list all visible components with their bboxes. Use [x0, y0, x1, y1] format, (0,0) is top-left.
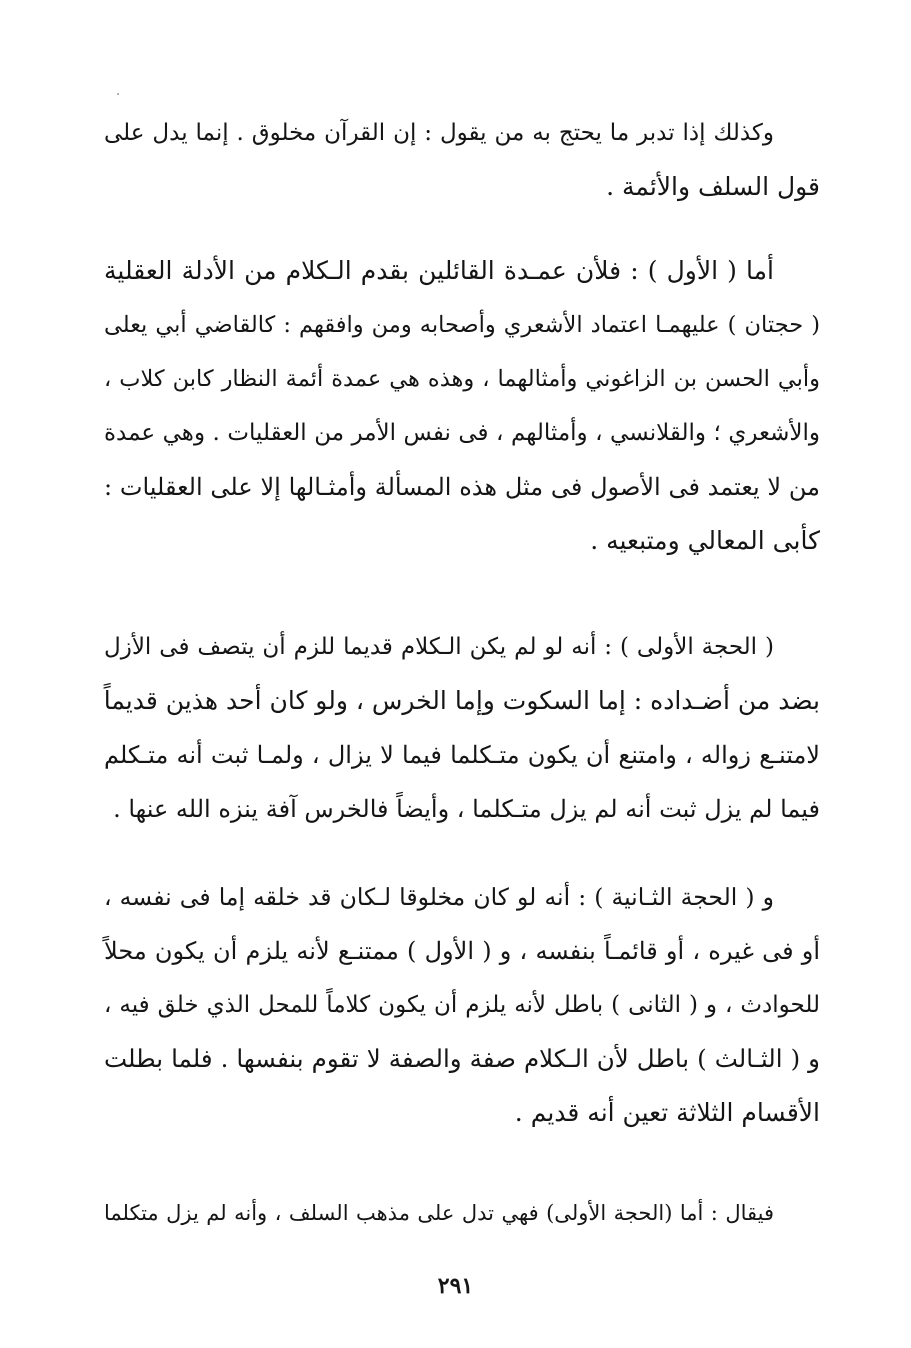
text-line: والأشعري ؛ والقلانسي ، وأمثالهم ، فى نفس الأمر من العقليات . وهي عمدة	[104, 420, 820, 446]
text-line: كأبى المعالي ومتبعيه .	[590, 526, 820, 555]
text-line: الأقسام الثلاثة تعين أنه قديم .	[514, 1098, 820, 1127]
text-line: للحوادث ، و ( الثانى ) باطل لأنه يلزم أن يكون كلاماً للمحل الذي خلق فيه ،	[104, 992, 820, 1018]
paragraph-4	[104, 870, 820, 1140]
scan-speck	[117, 93, 119, 95]
paragraph-3	[104, 620, 820, 836]
text-line: أو فى غيره ، أو قائمـاً بنفسه ، و ( الأول ) ممتنـع لأنه يلزم أن يكون محلاً	[104, 937, 820, 965]
text-line: وأبي الحسن بن الزاغوني وأمثالهما ، وهذه هي عمدة أئمة النظار كابن كلاب ،	[104, 366, 820, 392]
text-line: فيما لم يزل ثبت أنه لم يزل متـكلما ، وأيضاً فالخرس آفة ينزه الله عنها .	[113, 795, 820, 823]
text-line: و ( الثـالث ) باطل لأن الـكلام صفة والصفة لا تقوم بنفسها . فلما بطلت	[104, 1044, 820, 1073]
text-line: ( الحجة الأولى ) : أنه لو لم يكن الـكلام قديما للزم أن يتصف فى الأزل	[104, 634, 774, 660]
text-line: لامتنـع زواله ، وامتنع أن يكون متـكلما فيما لا يزال ، ولمـا ثبت أنه متـكلم	[104, 741, 820, 769]
paragraph-5	[104, 1186, 820, 1240]
paragraph-1	[104, 106, 820, 214]
text-line: بضد من أضـداده : إما السكوت وإما الخرس ، ولو كان أحد هذين قديماً	[103, 686, 820, 715]
text-line: و ( الحجة الثـانية ) : أنه لو كان مخلوقا لـكان قد خلقه إما فى نفسه ،	[104, 883, 774, 911]
text-line: وكذلك إذا تدبر ما يحتج به من يقول : إن القرآن مخلوق . إنما يدل على	[104, 120, 774, 146]
page-number: ٢٩١	[437, 1273, 474, 1299]
text-line: من لا يعتمد فى الأصول فى مثل هذه المسألة وأمثـالها إلا على العقليات :	[104, 473, 820, 501]
text-line: ( حجتان ) عليهمـا اعتماد الأشعري وأصحابه ومن وافقهم : كالقاضي أبي يعلى	[104, 312, 820, 338]
text-line: أما ( الأول ) : فلأن عمـدة القائلين بقدم الـكلام من الأدلة العقلية	[104, 256, 774, 285]
paragraph-2	[104, 244, 820, 568]
text-line: فيقال : أما (الحجة الأولى) فهي تدل على مذهب السلف ، وأنه لم يزل متكلما	[104, 1201, 774, 1225]
text-line: قول السلف والأئمة .	[606, 172, 820, 201]
